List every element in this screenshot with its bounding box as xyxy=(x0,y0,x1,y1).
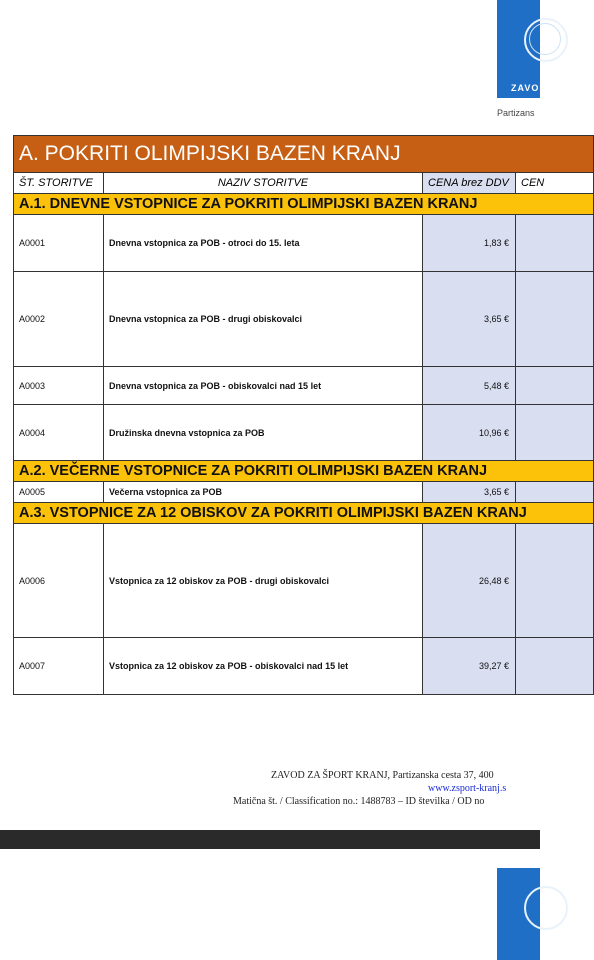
service-price-gross xyxy=(516,215,594,272)
service-price-gross xyxy=(516,524,594,638)
service-price-gross xyxy=(516,638,594,695)
zavod-logo xyxy=(497,868,540,960)
service-code: A0006 xyxy=(14,524,104,638)
service-price-gross xyxy=(516,272,594,367)
column-header-name: NAZIV STORITVE xyxy=(104,173,423,194)
service-code: A0001 xyxy=(14,215,104,272)
logo-emblem-icon xyxy=(524,886,568,930)
column-header-price-gross: CEN xyxy=(516,173,594,194)
table-header-row xyxy=(14,173,594,194)
footer-website-link[interactable]: www.zsport-kranj.s xyxy=(428,783,507,794)
service-code: A0003 xyxy=(14,367,104,405)
service-price: 3,65 € xyxy=(423,272,516,367)
header-address: Partizans xyxy=(497,108,535,118)
table-row xyxy=(14,482,594,503)
column-header-code: ŠT. STORITVE xyxy=(14,173,104,194)
footer-registration: Matična št. / Classification no.: 1488783 – ID številka / OD no xyxy=(233,796,485,807)
table-row xyxy=(14,367,594,405)
section-title: A.3. VSTOPNICE ZA 12 OBISKOV ZA POKRITI OLIMPIJSKI BAZEN KRANJ xyxy=(14,503,594,524)
table-row xyxy=(14,272,594,367)
service-price: 1,83 € xyxy=(423,215,516,272)
service-code: A0004 xyxy=(14,405,104,461)
service-name: Dnevna vstopnica za POB - drugi obiskovalci xyxy=(104,272,423,367)
next-page xyxy=(0,849,540,960)
table-row xyxy=(14,215,594,272)
service-price-gross xyxy=(516,482,594,503)
service-name: Družinska dnevna vstopnica za POB xyxy=(104,405,423,461)
table-row xyxy=(14,405,594,461)
service-name: Vstopnica za 12 obiskov za POB - drugi obiskovalci xyxy=(104,524,423,638)
service-name: Dnevna vstopnica za POB - obiskovalci nad 15 let xyxy=(104,367,423,405)
service-code: A0002 xyxy=(14,272,104,367)
price-table xyxy=(13,135,594,695)
service-price: 26,48 € xyxy=(423,524,516,638)
service-price-gross xyxy=(516,405,594,461)
service-price: 39,27 € xyxy=(423,638,516,695)
service-name: Dnevna vstopnica za POB - otroci do 15. leta xyxy=(104,215,423,272)
page-separator xyxy=(0,830,540,849)
service-code: A0007 xyxy=(14,638,104,695)
footer-address: ZAVOD ZA ŠPORT KRANJ, Partizanska cesta 37, 400 xyxy=(271,770,494,781)
service-price: 5,48 € xyxy=(423,367,516,405)
section-row xyxy=(14,461,594,482)
service-code: A0005 xyxy=(14,482,104,503)
section-title: A.1. DNEVNE VSTOPNICE ZA POKRITI OLIMPIJSKI BAZEN KRANJ xyxy=(14,194,594,215)
service-price: 10,96 € xyxy=(423,405,516,461)
service-price: 3,65 € xyxy=(423,482,516,503)
table-row xyxy=(14,524,594,638)
column-header-price-net: CENA brez DDV xyxy=(423,173,516,194)
table-row xyxy=(14,638,594,695)
table-title: A. POKRITI OLIMPIJSKI BAZEN KRANJ xyxy=(14,136,594,173)
section-row xyxy=(14,194,594,215)
zavod-logo xyxy=(497,0,547,98)
section-title: A.2. VEČERNE VSTOPNICE ZA POKRITI OLIMPIJSKI BAZEN KRANJ xyxy=(14,461,594,482)
service-price-gross xyxy=(516,367,594,405)
logo-text: ZAVOD xyxy=(511,83,547,93)
service-name: Večerna vstopnica za POB xyxy=(104,482,423,503)
section-row xyxy=(14,503,594,524)
table-title-row xyxy=(14,136,594,173)
logo-emblem-inner xyxy=(529,23,561,55)
service-name: Vstopnica za 12 obiskov za POB - obiskovalci nad 15 let xyxy=(104,638,423,695)
